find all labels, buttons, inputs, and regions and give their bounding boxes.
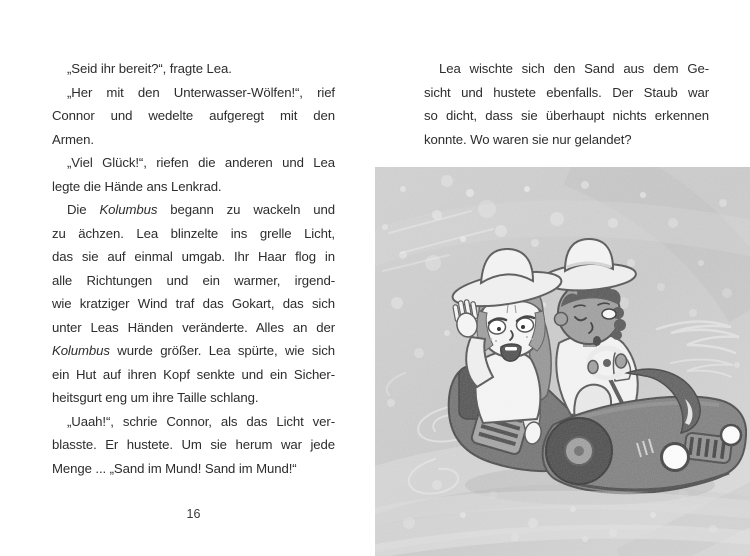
text-line: legte die Hände ans Lenkrad. <box>52 178 222 194</box>
text-line: konnte. Wo waren sie nur gelandet? <box>424 131 632 147</box>
text-line: ein Hut auf ihren Kopf senkte und ein Sicher- <box>52 366 335 382</box>
text-line: so dicht, dass sie überhaupt nichts erkennen <box>424 108 709 123</box>
text-line: heitsgurt eng um ihre Taille schlang. <box>52 390 259 405</box>
foreground-sand <box>375 167 750 556</box>
text-line: das sie auf einmal umgab. Ihr Haar flog in <box>52 249 335 264</box>
text-line: Connor und wedelte aufgeregt mit den <box>52 108 335 123</box>
text-line: blasste. Er hustete. Um sie herum war jede <box>52 437 335 452</box>
text-line: unter Leas Händen veränderte. Alles an der <box>52 319 335 335</box>
text-line: „Her mit den Unterwasser-Wölfen!“, rief <box>67 84 335 100</box>
text-line: „Uaah!“, schrie Connor, als das Licht ver- <box>67 413 335 429</box>
text-line: zu ächzen. Lea blinzelte ins grelle Licht, <box>52 225 335 241</box>
text-line: wie kratziger Wind traf das Gokart, das sich <box>52 296 335 311</box>
story-text-left-column <box>52 57 335 480</box>
text-line: alle Richtungen und ein warmer, irgend- <box>52 272 335 288</box>
text-line: Lea wischte sich den Sand aus dem Ge- <box>439 61 709 76</box>
text-line: „Viel Glück!“, riefen die anderen und Lea <box>67 155 335 170</box>
text-line: Menge ... „Sand im Mund! Sand im Mund!“ <box>52 460 297 476</box>
story-text-right-column <box>424 57 709 151</box>
text-line: „Seid ihr bereit?“, fragte Lea. <box>67 61 232 76</box>
text-line: Armen. <box>52 131 94 147</box>
text-line: Die Kolumbus begann zu wackeln und <box>67 202 335 217</box>
text-line: Kolumbus wurde größer. Lea spürte, wie sich <box>52 343 335 358</box>
text-line: sicht und hustete ebenfalls. Der Staub war <box>424 84 709 100</box>
page-number: 16 <box>186 507 201 521</box>
story-illustration <box>375 167 750 556</box>
